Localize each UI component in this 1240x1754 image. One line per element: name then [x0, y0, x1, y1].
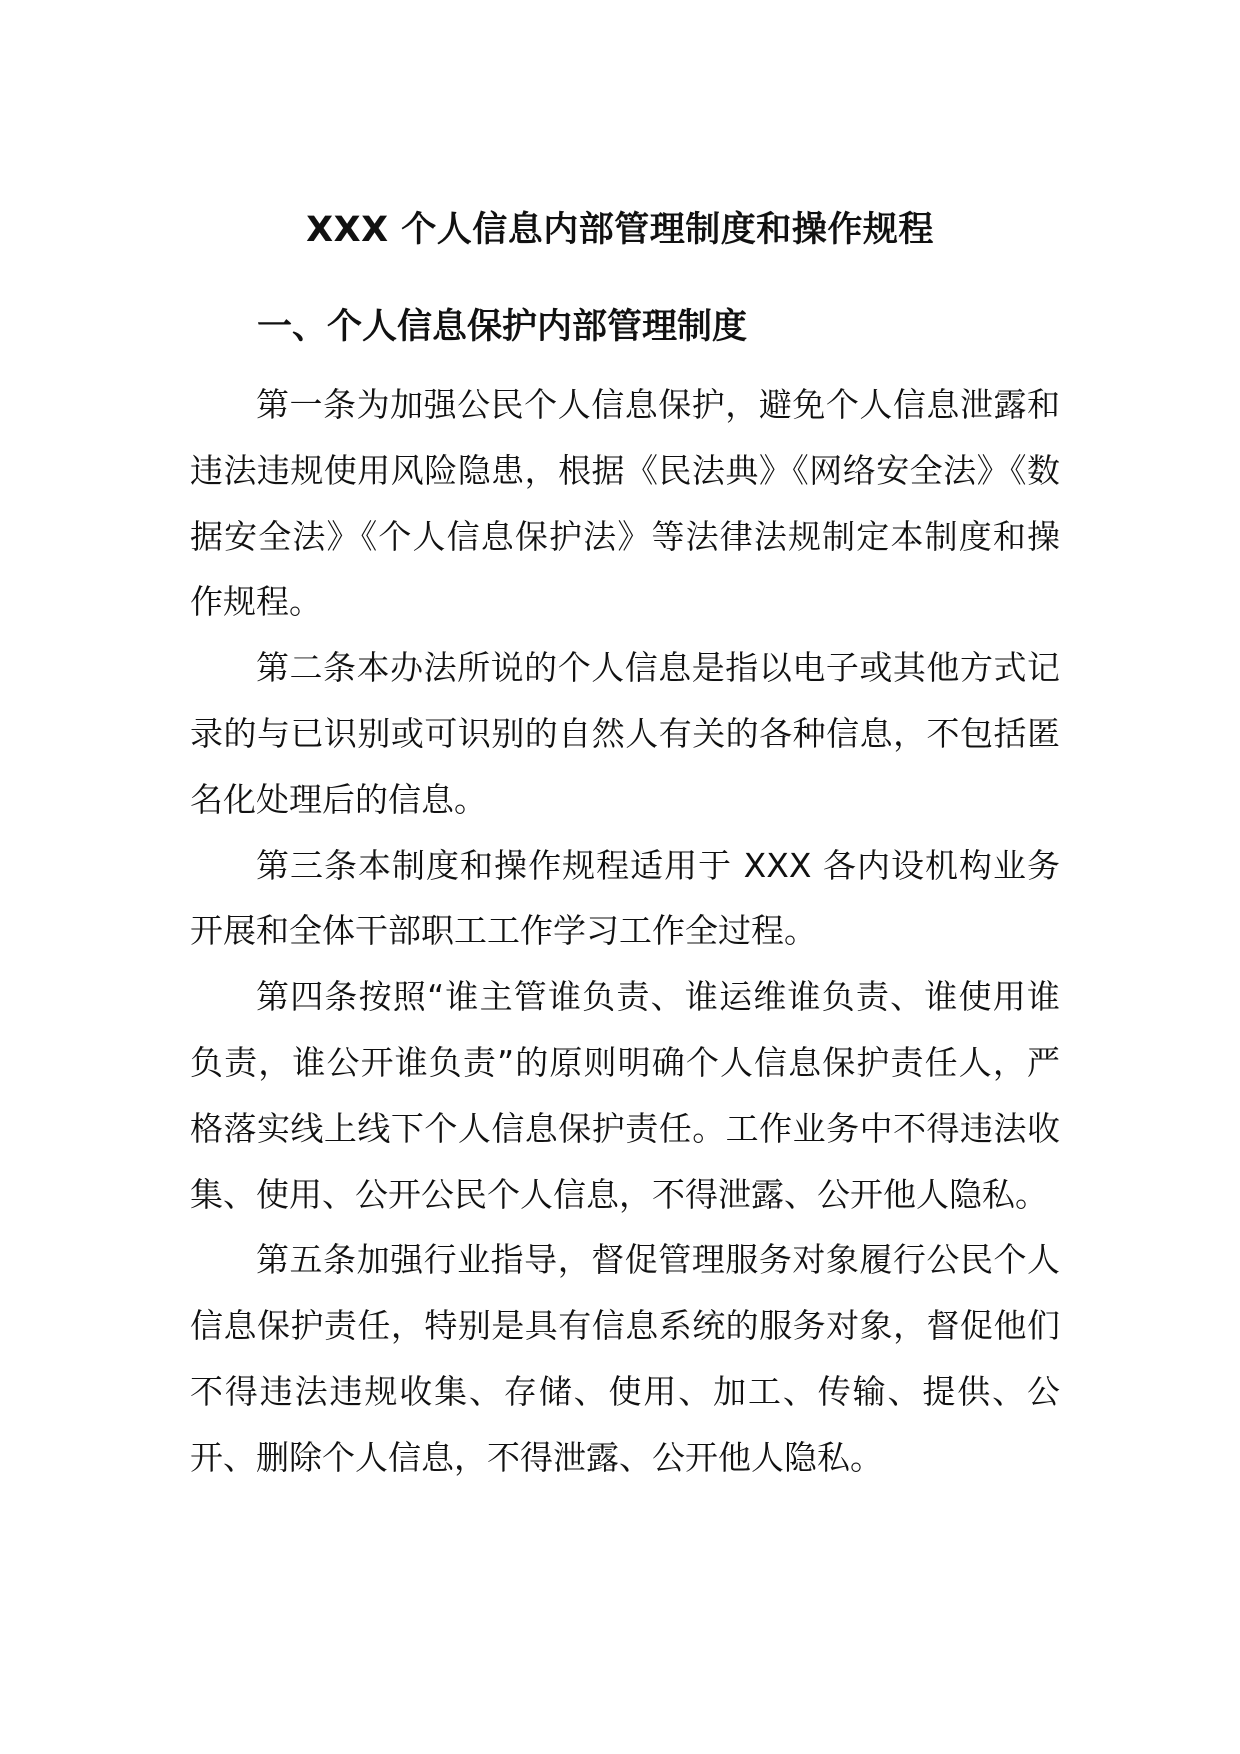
- article-4: 第四条按照“谁主管谁负责、谁运维谁负责、谁使用谁负责，谁公开谁负责”的原则明确个人信息保护责任人，严格落实线上线下个人信息保护责任。工作业务中不得违法收集、使用、公开公民个人信息，不得泄露、公开他人隐私。: [190, 977, 1060, 1214]
- article-1: 第一条为加强公民个人信息保护，避免个人信息泄露和违法违规使用风险隐患，根据《民法典》《网络安全法》《数据安全法》《个人信息保护法》等法律法规制定本制度和操作规程。: [190, 385, 1060, 622]
- article-3: 第三条本制度和操作规程适用于 XXX 各内设机构业务开展和全体干部职工工作学习工作全过程。: [190, 845, 1060, 951]
- article-5: 第五条加强行业指导，督促管理服务对象履行公民个人信息保护责任，特别是具有信息系统的服务对象，督促他们不得违法违规收集、存储、使用、加工、传输、提供、公开、删除个人信息，不得泄露、公开他人隐私。: [190, 1240, 1060, 1477]
- section-heading: 一、个人信息保护内部管理制度: [257, 307, 748, 347]
- article-2: 第二条本办法所说的个人信息是指以电子或其他方式记录的与已识别或可识别的自然人有关的各种信息，不包括匿名化处理后的信息。: [190, 648, 1060, 819]
- document-body: [190, 372, 1060, 1491]
- document-title: XXX 个人信息内部管理制度和操作规程: [306, 210, 934, 250]
